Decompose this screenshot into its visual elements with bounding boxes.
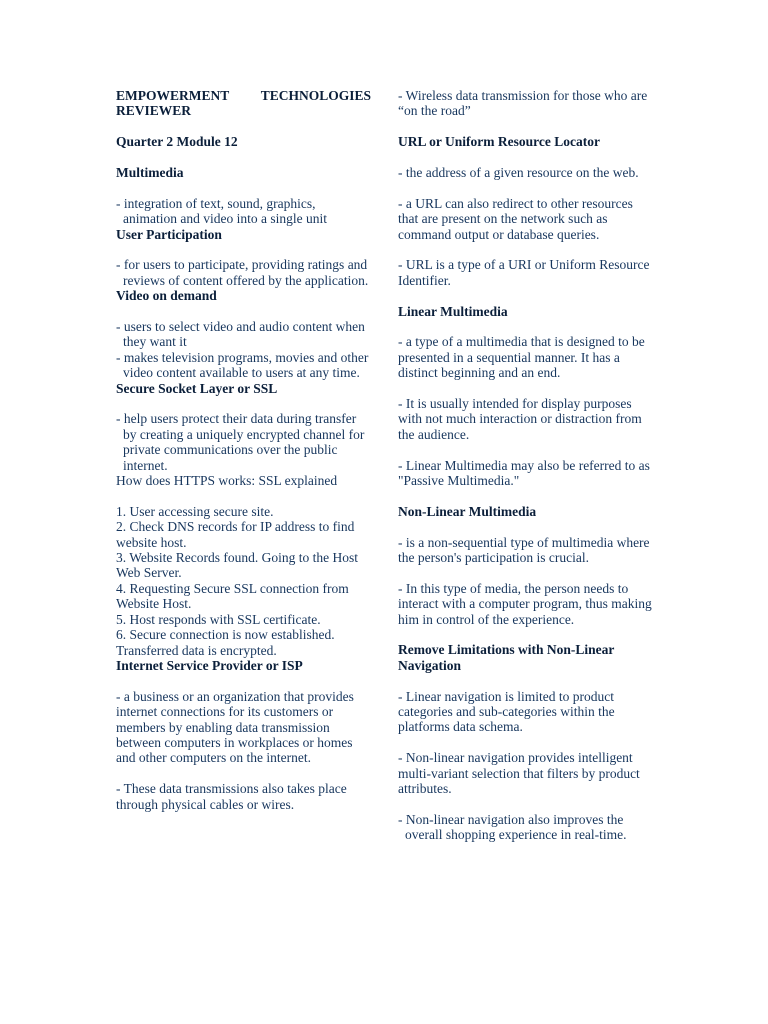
navigation-paragraph: - Non-linear navigation also improves the overall shopping experience in real-time. [398, 811, 627, 843]
document-title [116, 88, 371, 103]
title-word-2: TECHNOLOGIES [260, 88, 371, 103]
non-linear-paragraph: - is a non-sequential type of multimedia where the person's participation is crucial. [398, 534, 650, 566]
remove-limitations-heading: Remove Limitations with Non-Linear Navigation [398, 642, 615, 673]
https-step: 3. Website Records found. Going to the Host Web Server. [116, 550, 359, 581]
https-step: 4. Requesting Secure SSL connection from Website Host. [116, 580, 349, 612]
isp-paragraph: - These data transmissions also takes place through physical cables or wires. [116, 781, 347, 812]
linear-paragraph: - a type of a multimedia that is designed to be presented in a sequential manner. It has a distinct beginning and an end. [398, 334, 645, 381]
title-word-1: EMPOWERMENT [116, 88, 230, 103]
user-participation-text: - for users to participate, providing ratings and reviews of content offered by the application. [116, 257, 369, 288]
video-on-demand-item: - users to select video and audio content when they want it [116, 319, 365, 350]
https-step: Transferred data is encrypted. [116, 642, 277, 658]
https-step: 2. Check DNS records for IP address to find website host. [116, 519, 355, 550]
linear-paragraph: - It is usually intended for display purposes with not much interaction or distraction from the audience. [398, 396, 642, 442]
url-paragraph: - URL is a type of a URI or Uniform Resource Identifier. [398, 257, 650, 288]
url-paragraph: - a URL can also redirect to other resources that are present on the network such as command output or database queries. [398, 195, 633, 242]
isp-heading: Internet Service Provider or ISP [116, 657, 303, 673]
https-step: 6. Secure connection is now established. [116, 627, 335, 643]
https-heading: How does HTTPS works: SSL explained [116, 473, 338, 489]
right-column [398, 88, 656, 843]
linear-multimedia-heading: Linear Multimedia [398, 303, 508, 319]
non-linear-paragraph: - In this type of media, the person needs to interact with a computer program, thus making him in control of the experience. [398, 580, 652, 627]
ssl-text: - help users protect their data during transfer by creating a uniquely encrypted channel for private communications over the public internet. [116, 411, 365, 473]
url-paragraph: - the address of a given resource on the web. [398, 165, 639, 180]
non-linear-multimedia-heading: Non-Linear Multimedia [398, 503, 537, 519]
multimedia-text: - integration of text, sound, graphics, animation and video into a single unit [116, 195, 327, 227]
isp-paragraph: - a business or an organization that provides internet connections for its customers or members by enabling data transmission between computers in workplaces or homes and other computers on the internet. [116, 688, 354, 766]
video-on-demand-item: - makes television programs, movies and other video content available to users at any time. [116, 349, 369, 381]
left-column [116, 88, 371, 827]
https-step: 5. Host responds with SSL certificate. [116, 611, 321, 627]
linear-paragraph: - Linear Multimedia may also be referred to as "Passive Multimedia." [398, 457, 650, 489]
module-heading: Quarter 2 Module 12 [116, 134, 238, 150]
ssl-heading: Secure Socket Layer or SSL [116, 380, 278, 396]
url-heading: URL or Uniform Resource Locator [398, 134, 600, 150]
wireless-text: - Wireless data transmission for those who are “on the road” [398, 88, 648, 119]
video-on-demand-heading: Video on demand [116, 288, 217, 304]
navigation-paragraph: - Non-linear navigation provides intelligent multi-variant selection that filters by product attributes. [398, 750, 640, 797]
multimedia-heading: Multimedia [116, 165, 184, 180]
navigation-paragraph: - Linear navigation is limited to product categories and sub-categories within the platforms data schema. [398, 688, 615, 735]
https-step: 1. User accessing secure site. [116, 503, 274, 519]
user-participation-heading: User Participation [116, 226, 222, 242]
document-title-line-2: REVIEWER [116, 103, 192, 119]
